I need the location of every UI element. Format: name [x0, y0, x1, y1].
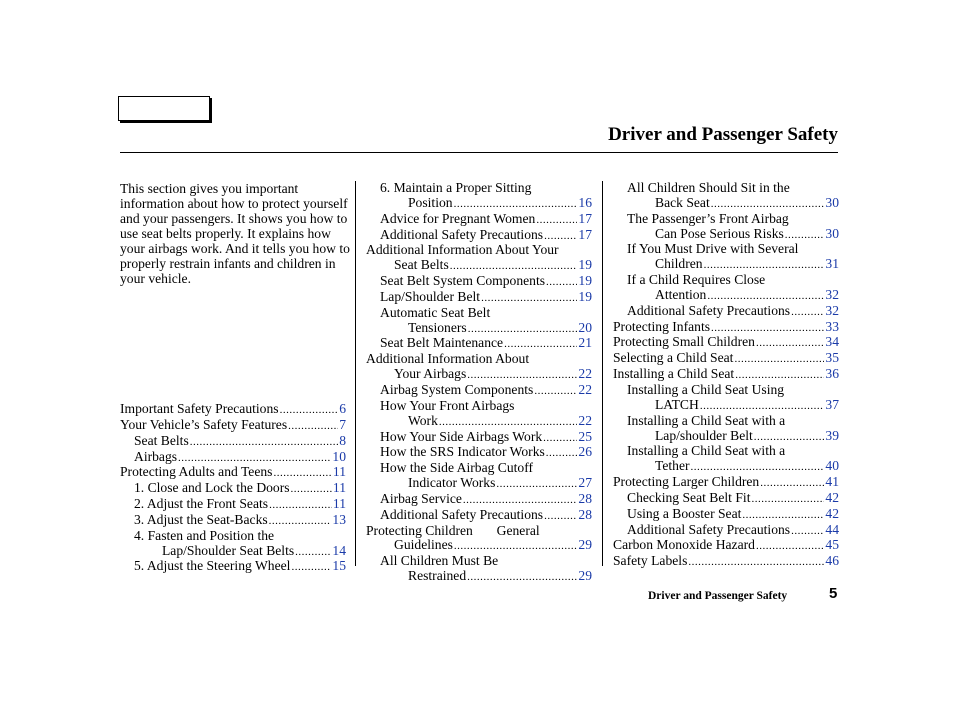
toc-entry[interactable] [366, 228, 592, 244]
toc-leader-dots [454, 539, 578, 554]
toc-entry[interactable] [366, 524, 592, 555]
toc-entry-label: Attention [655, 286, 707, 302]
toc-entry-label: How Your Side Airbags Work [380, 428, 543, 444]
toc-leader-dots [544, 229, 577, 244]
footer-section-label: Driver and Passenger Safety [648, 590, 788, 602]
toc-page-link[interactable]: 11 [332, 480, 346, 496]
toc-leader-dots [735, 368, 824, 383]
toc-entry-label: Airbag System Components [380, 381, 534, 397]
toc-entry-label: Additional Safety Precautions [380, 506, 544, 522]
toc-leader-dots [467, 570, 577, 585]
section-tab-box [118, 96, 210, 121]
toc-leader-dots [295, 545, 331, 560]
toc-entry[interactable] [120, 450, 346, 466]
toc-entry-label: The Passenger’s Front Airbag [627, 210, 789, 226]
toc-leader-dots [190, 435, 338, 450]
toc-entry[interactable] [366, 306, 592, 337]
toc-leader-dots [754, 430, 825, 445]
toc-page-link[interactable]: 37 [825, 396, 839, 412]
toc-leader-dots [756, 539, 824, 554]
toc-entry-label: Can Pose Serious Risks [655, 225, 784, 241]
toc-leader-dots [785, 228, 825, 243]
toc-page-link[interactable]: 40 [825, 458, 839, 474]
toc-entry-label: 6. Maintain a Proper Sitting [380, 180, 532, 195]
toc-page-link[interactable]: 45 [825, 537, 839, 553]
toc-entry-label: Your Vehicle’s Safety Features [120, 416, 288, 432]
toc-page-link[interactable]: 34 [825, 334, 839, 350]
toc-entry[interactable] [613, 367, 839, 383]
toc-entry-label: Additional Information About [366, 351, 530, 367]
toc-leader-dots [734, 352, 824, 367]
toc-entry[interactable] [366, 383, 592, 399]
toc-entry-label: Seat Belts [134, 432, 189, 448]
toc-entry[interactable] [120, 402, 346, 418]
toc-entry[interactable] [366, 212, 592, 228]
toc-leader-dots [546, 275, 577, 290]
toc-entry-label: Position [408, 194, 453, 210]
toc-entry[interactable] [613, 212, 839, 243]
toc-page-link[interactable]: 17 [578, 226, 592, 242]
toc-leader-dots [439, 415, 578, 430]
toc-entry[interactable] [366, 181, 592, 212]
toc-leader-dots [536, 213, 577, 228]
toc-leader-dots [468, 322, 578, 337]
toc-page-link[interactable]: 14 [332, 542, 346, 558]
toc-entry-label: Additional Safety Precautions [627, 521, 791, 537]
toc-page-link[interactable]: 41 [825, 474, 839, 490]
toc-entry-label: If a Child Requires Close [627, 272, 766, 288]
toc-leader-dots [688, 555, 824, 570]
toc-entry[interactable] [613, 320, 839, 336]
toc-page-link[interactable]: 19 [578, 257, 592, 273]
toc-entry[interactable] [366, 399, 592, 430]
toc-page-link[interactable]: 17 [578, 210, 592, 226]
toc-leader-dots [756, 336, 824, 351]
toc-entry-label: Additional Safety Precautions [380, 226, 544, 242]
toc-entry[interactable] [613, 383, 839, 414]
toc-entry-label: Automatic Seat Belt [380, 304, 491, 320]
toc-entry[interactable] [120, 434, 346, 450]
toc-leader-dots [544, 509, 577, 524]
header-rule [120, 152, 838, 153]
toc-entry-label: Additional Safety Precautions [627, 302, 791, 318]
column-divider-1 [355, 181, 356, 566]
toc-entry-label: Important Safety Precautions [120, 401, 279, 416]
toc-entry-label: 5. Adjust the Steering Wheel [134, 558, 291, 574]
toc-entry-label: Indicator Works [408, 475, 496, 491]
toc-page-link[interactable]: 39 [825, 427, 839, 443]
toc-entry[interactable] [613, 491, 839, 507]
toc-page-link[interactable]: 46 [825, 553, 839, 569]
toc-entry-label: How Your Front Airbags [380, 397, 515, 413]
toc-page-link[interactable]: 31 [825, 256, 839, 272]
toc-entry-label: Protecting Adults and Teens [120, 464, 273, 480]
toc-leader-dots [791, 305, 824, 320]
toc-entry[interactable] [613, 181, 839, 212]
toc-leader-dots [504, 337, 577, 352]
toc-leader-dots [269, 514, 332, 529]
toc-page-link[interactable]: 19 [578, 273, 592, 289]
toc-entry-label: Selecting a Child Seat [613, 350, 734, 366]
toc-entry-label: Protecting Children General [366, 522, 540, 538]
toc-leader-dots [273, 466, 331, 481]
toc-entry-label: All Children Must Be [380, 553, 499, 569]
toc-entry-label: Tether [655, 458, 690, 474]
toc-page-link[interactable]: 11 [332, 464, 346, 480]
toc-entry[interactable] [613, 523, 839, 539]
toc-entry-label: Installing a Child Seat [613, 366, 735, 382]
toc-leader-dots [700, 399, 825, 414]
toc-leader-dots [707, 289, 824, 304]
toc-page-link[interactable]: 15 [332, 558, 346, 574]
toc-page-link[interactable]: 36 [825, 366, 839, 382]
toc-page-link[interactable]: 30 [825, 194, 839, 210]
toc-entry[interactable] [120, 465, 346, 481]
toc-page-link[interactable]: 6 [339, 401, 346, 416]
toc-entry-label: If You Must Drive with Several [627, 241, 799, 257]
toc-page-link[interactable]: 42 [825, 489, 839, 505]
toc-entry[interactable] [366, 554, 592, 585]
toc-page-link[interactable]: 44 [825, 521, 839, 537]
toc-entry-label: Protecting Small Children [613, 334, 755, 350]
toc-entry[interactable] [366, 461, 592, 492]
toc-entry[interactable] [120, 497, 346, 513]
toc-leader-dots [742, 508, 824, 523]
toc-page-link[interactable]: 19 [578, 288, 592, 304]
toc-entry-label: Installing a Child Seat with a [627, 412, 786, 428]
toc-leader-dots [546, 446, 578, 461]
toc-entry-label: Protecting Larger Children [613, 474, 760, 490]
toc-entry[interactable] [366, 492, 592, 508]
toc-leader-dots [534, 384, 577, 399]
column-divider-2 [602, 181, 603, 566]
toc-entry[interactable] [366, 445, 592, 461]
toc-leader-dots [791, 524, 824, 539]
toc-page-link[interactable]: 29 [578, 537, 592, 553]
toc-entry[interactable] [366, 290, 592, 306]
toc-page-link[interactable]: 8 [339, 432, 346, 448]
toc-entry-label: Additional Information About Your [366, 242, 559, 258]
toc-entry-label: Lap/Shoulder Belt [380, 288, 481, 304]
toc-leader-dots [467, 368, 577, 383]
toc-leader-dots [450, 259, 578, 274]
toc-leader-dots [691, 460, 825, 475]
toc-page-link[interactable]: 28 [578, 490, 592, 506]
toc-entry-label: Lap/shoulder Belt [655, 427, 753, 443]
toc-leader-dots [280, 403, 339, 418]
toc-entry[interactable] [120, 418, 346, 434]
toc-entry-label: 2. Adjust the Front Seats [134, 496, 269, 512]
toc-entry[interactable] [613, 335, 839, 351]
toc-entry[interactable] [613, 273, 839, 304]
toc-entry[interactable] [366, 352, 592, 383]
toc-page-link[interactable]: 10 [332, 448, 346, 464]
toc-leader-dots [269, 498, 332, 513]
page-title: Driver and Passenger Safety [608, 124, 838, 145]
toc-entry-label: Seat Belts [394, 257, 449, 273]
toc-leader-dots [711, 197, 825, 212]
toc-entry-label: 4. Fasten and Position the [134, 527, 275, 543]
toc-page-link[interactable]: 28 [578, 506, 592, 522]
toc-leader-dots [454, 197, 578, 212]
toc-page-link[interactable]: 11 [332, 496, 346, 512]
toc-entry-label: Tensioners [408, 319, 467, 335]
toc-entry-label: 1. Close and Lock the Doors [134, 480, 290, 496]
toc-leader-dots [711, 321, 824, 336]
toc-entry-label: How the SRS Indicator Works [380, 444, 545, 460]
toc-leader-dots [751, 492, 824, 507]
toc-entry-label: Advice for Pregnant Women [380, 210, 536, 226]
toc-page-link[interactable]: 42 [825, 505, 839, 521]
toc-entry-label: 3. Adjust the Seat-Backs [134, 511, 268, 527]
toc-page-link[interactable]: 32 [825, 286, 839, 302]
toc-entry[interactable] [613, 242, 839, 273]
toc-entry-label: Work [408, 412, 438, 428]
toc-column-3 [613, 181, 839, 570]
toc-entry[interactable] [613, 414, 839, 445]
toc-page-link[interactable]: 30 [825, 225, 839, 241]
toc-entry-label: Airbags [134, 448, 178, 464]
toc-entry-label: Children [655, 256, 703, 272]
toc-page-link[interactable]: 25 [578, 428, 592, 444]
toc-entry[interactable] [613, 304, 839, 320]
toc-entry-label: Installing a Child Seat Using [627, 381, 785, 397]
toc-page-link[interactable]: 13 [332, 511, 346, 527]
toc-entry-label: Using a Booster Seat [627, 505, 742, 521]
toc-entry[interactable] [366, 508, 592, 524]
toc-entry[interactable] [120, 529, 346, 560]
toc-entry[interactable] [613, 507, 839, 523]
toc-page-link[interactable]: 21 [578, 335, 592, 351]
toc-entry[interactable] [366, 430, 592, 446]
toc-entry[interactable] [613, 538, 839, 554]
toc-leader-dots [291, 560, 331, 575]
toc-leader-dots [463, 493, 577, 508]
toc-page-link[interactable]: 16 [578, 194, 592, 210]
toc-entry[interactable] [120, 481, 346, 497]
toc-leader-dots [291, 482, 332, 497]
toc-entry-label: Carbon Monoxide Hazard [613, 537, 755, 553]
toc-entry[interactable] [366, 243, 592, 274]
toc-entry-label: Safety Labels [613, 553, 688, 569]
toc-entry-label: LATCH [655, 396, 699, 412]
page-number: 5 [829, 585, 838, 602]
toc-leader-dots [481, 291, 577, 306]
toc-page-link[interactable]: 26 [578, 444, 592, 460]
toc-entry[interactable] [613, 475, 839, 491]
toc-entry-label: Seat Belt Maintenance [380, 335, 504, 351]
toc-page-link[interactable]: 22 [578, 366, 592, 382]
toc-entry-label: Seat Belt System Components [380, 273, 546, 289]
toc-entry-label: Airbag Service [380, 490, 462, 506]
toc-page-link[interactable]: 29 [578, 568, 592, 584]
toc-entry[interactable] [120, 513, 346, 529]
toc-entry-label: Restrained [408, 568, 467, 584]
toc-leader-dots [496, 477, 577, 492]
toc-entry-label: All Children Should Sit in the [627, 180, 790, 195]
toc-leader-dots [543, 431, 577, 446]
toc-entry[interactable] [613, 554, 839, 570]
toc-entry[interactable] [366, 274, 592, 290]
intro-paragraph: This section gives you important information about how to protect yourself and your passengers. It shows you how to use seat belts properly. It explains how your airbags work. And it tells you how to properly restrain infants and children in your vehicle. [120, 181, 350, 286]
toc-leader-dots [288, 419, 338, 434]
toc-page-link[interactable]: 32 [825, 302, 839, 318]
toc-page-link[interactable]: 33 [825, 318, 839, 334]
toc-page-link[interactable]: 35 [825, 350, 839, 366]
toc-column-2 [366, 181, 592, 585]
toc-entry-label: Back Seat [655, 194, 710, 210]
toc-leader-dots [704, 258, 825, 273]
toc-leader-dots [178, 451, 331, 466]
toc-entry-label: How the Side Airbag Cutoff [380, 460, 534, 476]
toc-page-link[interactable]: 22 [578, 381, 592, 397]
toc-page-link[interactable]: 27 [578, 475, 592, 491]
toc-entry[interactable] [613, 444, 839, 475]
toc-entry-label: Lap/Shoulder Seat Belts [162, 542, 295, 558]
toc-entry-label: Protecting Infants [613, 318, 711, 334]
toc-leader-dots [760, 476, 824, 491]
toc-entry[interactable] [366, 336, 592, 352]
toc-page-link[interactable]: 22 [578, 412, 592, 428]
toc-entry-label: Guidelines [394, 537, 453, 553]
toc-page-link[interactable]: 7 [339, 416, 346, 432]
toc-column-1 [120, 402, 346, 575]
toc-entry[interactable] [613, 351, 839, 367]
toc-entry-label: Checking Seat Belt Fit [627, 489, 751, 505]
toc-entry-label: Installing a Child Seat with a [627, 443, 786, 459]
toc-entry-label: Your Airbags [394, 366, 467, 382]
toc-page-link[interactable]: 20 [578, 319, 592, 335]
toc-entry[interactable] [120, 559, 346, 575]
